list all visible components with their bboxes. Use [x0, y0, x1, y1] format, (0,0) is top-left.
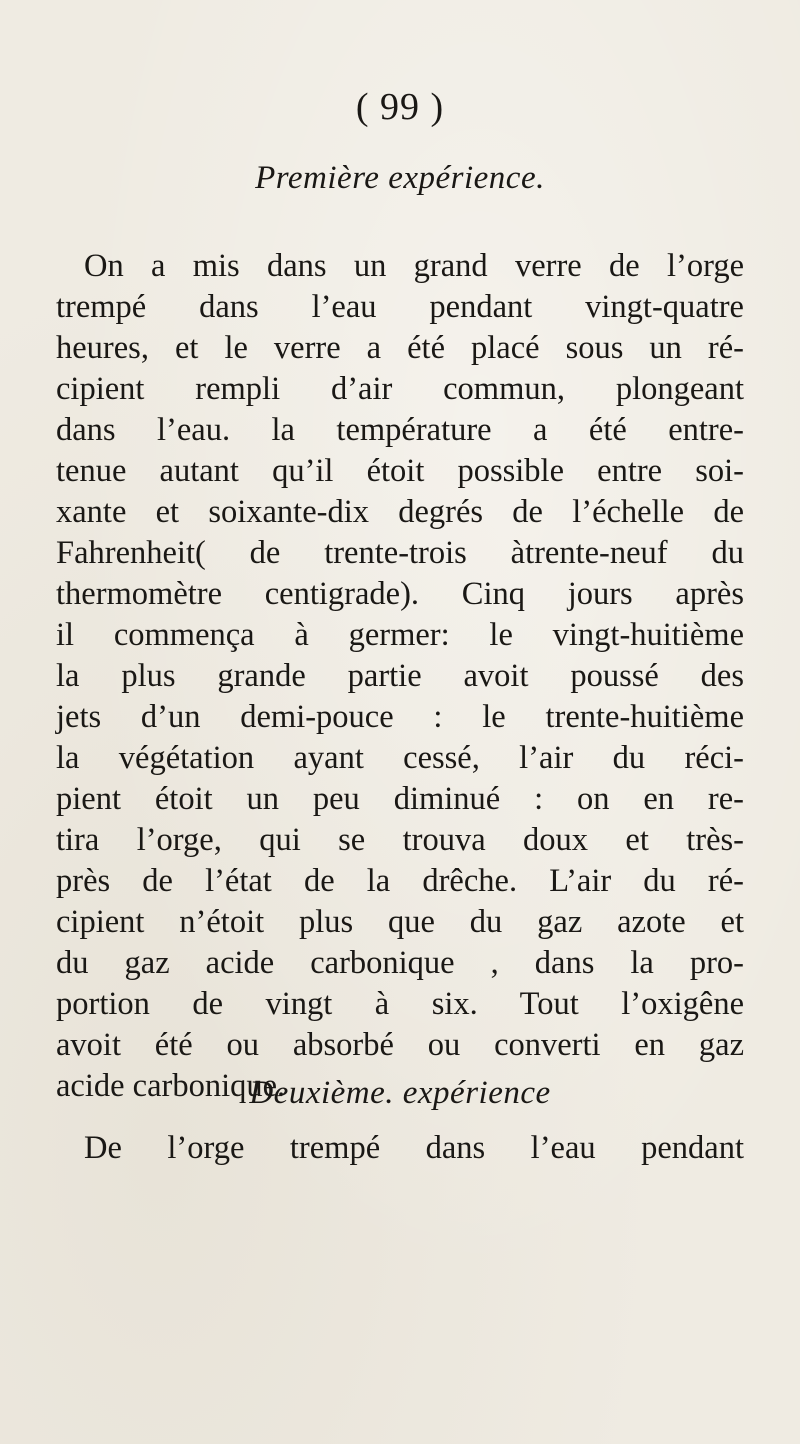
text-line: heures, et le verre a été placé sous un ré- [56, 330, 744, 366]
section-heading-deuxieme-experience: Deuxième. expérience [249, 1075, 551, 1111]
text-line: avoit été ou absorbé ou converti en gaz [56, 1027, 744, 1063]
page-number: ( 99 ) [355, 86, 445, 128]
text-line: xante et soixante-dix degrés de l’échelle de [56, 494, 744, 530]
text-line: On a mis dans un grand verre de l’orge [84, 248, 744, 284]
text-line: cipient n’étoit plus que du gaz azote et [56, 904, 744, 940]
text-line: dans l’eau. la température a été entre- [56, 412, 744, 448]
text-line: Fahrenheit( de trente-trois àtrente-neuf du [56, 535, 744, 571]
text-line: la plus grande partie avoit poussé des [56, 658, 744, 694]
text-line: acide carbonique. [56, 1068, 286, 1104]
text-line: trempé dans l’eau pendant vingt-quatre [56, 289, 744, 325]
text-line: pient étoit un peu diminué : on en re- [56, 781, 744, 817]
text-line: thermomètre centigrade). Cinq jours après [56, 576, 744, 612]
text-line: du gaz acide carbonique , dans la pro- [56, 945, 744, 981]
text-line: portion de vingt à six. Tout l’oxigêne [56, 986, 744, 1022]
text-line: il commença à germer: le vingt-huitième [56, 617, 744, 653]
text-line: De l’orge trempé dans l’eau pendant [84, 1130, 744, 1166]
paragraph-premiere-experience [56, 246, 744, 1107]
paragraph-deuxieme-experience [56, 1128, 744, 1169]
text-line: la végétation ayant cessé, l’air du réci- [56, 740, 744, 776]
text-line: cipient rempli d’air commun, plongeant [56, 371, 744, 407]
text-line: tira l’orge, qui se trouva doux et très- [56, 822, 744, 858]
text-line: tenue autant qu’il étoit possible entre soi- [56, 453, 744, 489]
section-heading-premiere-experience: Première expérience. [255, 160, 545, 196]
text-line: près de l’état de la drêche. L’air du ré- [56, 863, 744, 899]
text-line: jets d’un demi-pouce : le trente-huitième [56, 699, 744, 735]
